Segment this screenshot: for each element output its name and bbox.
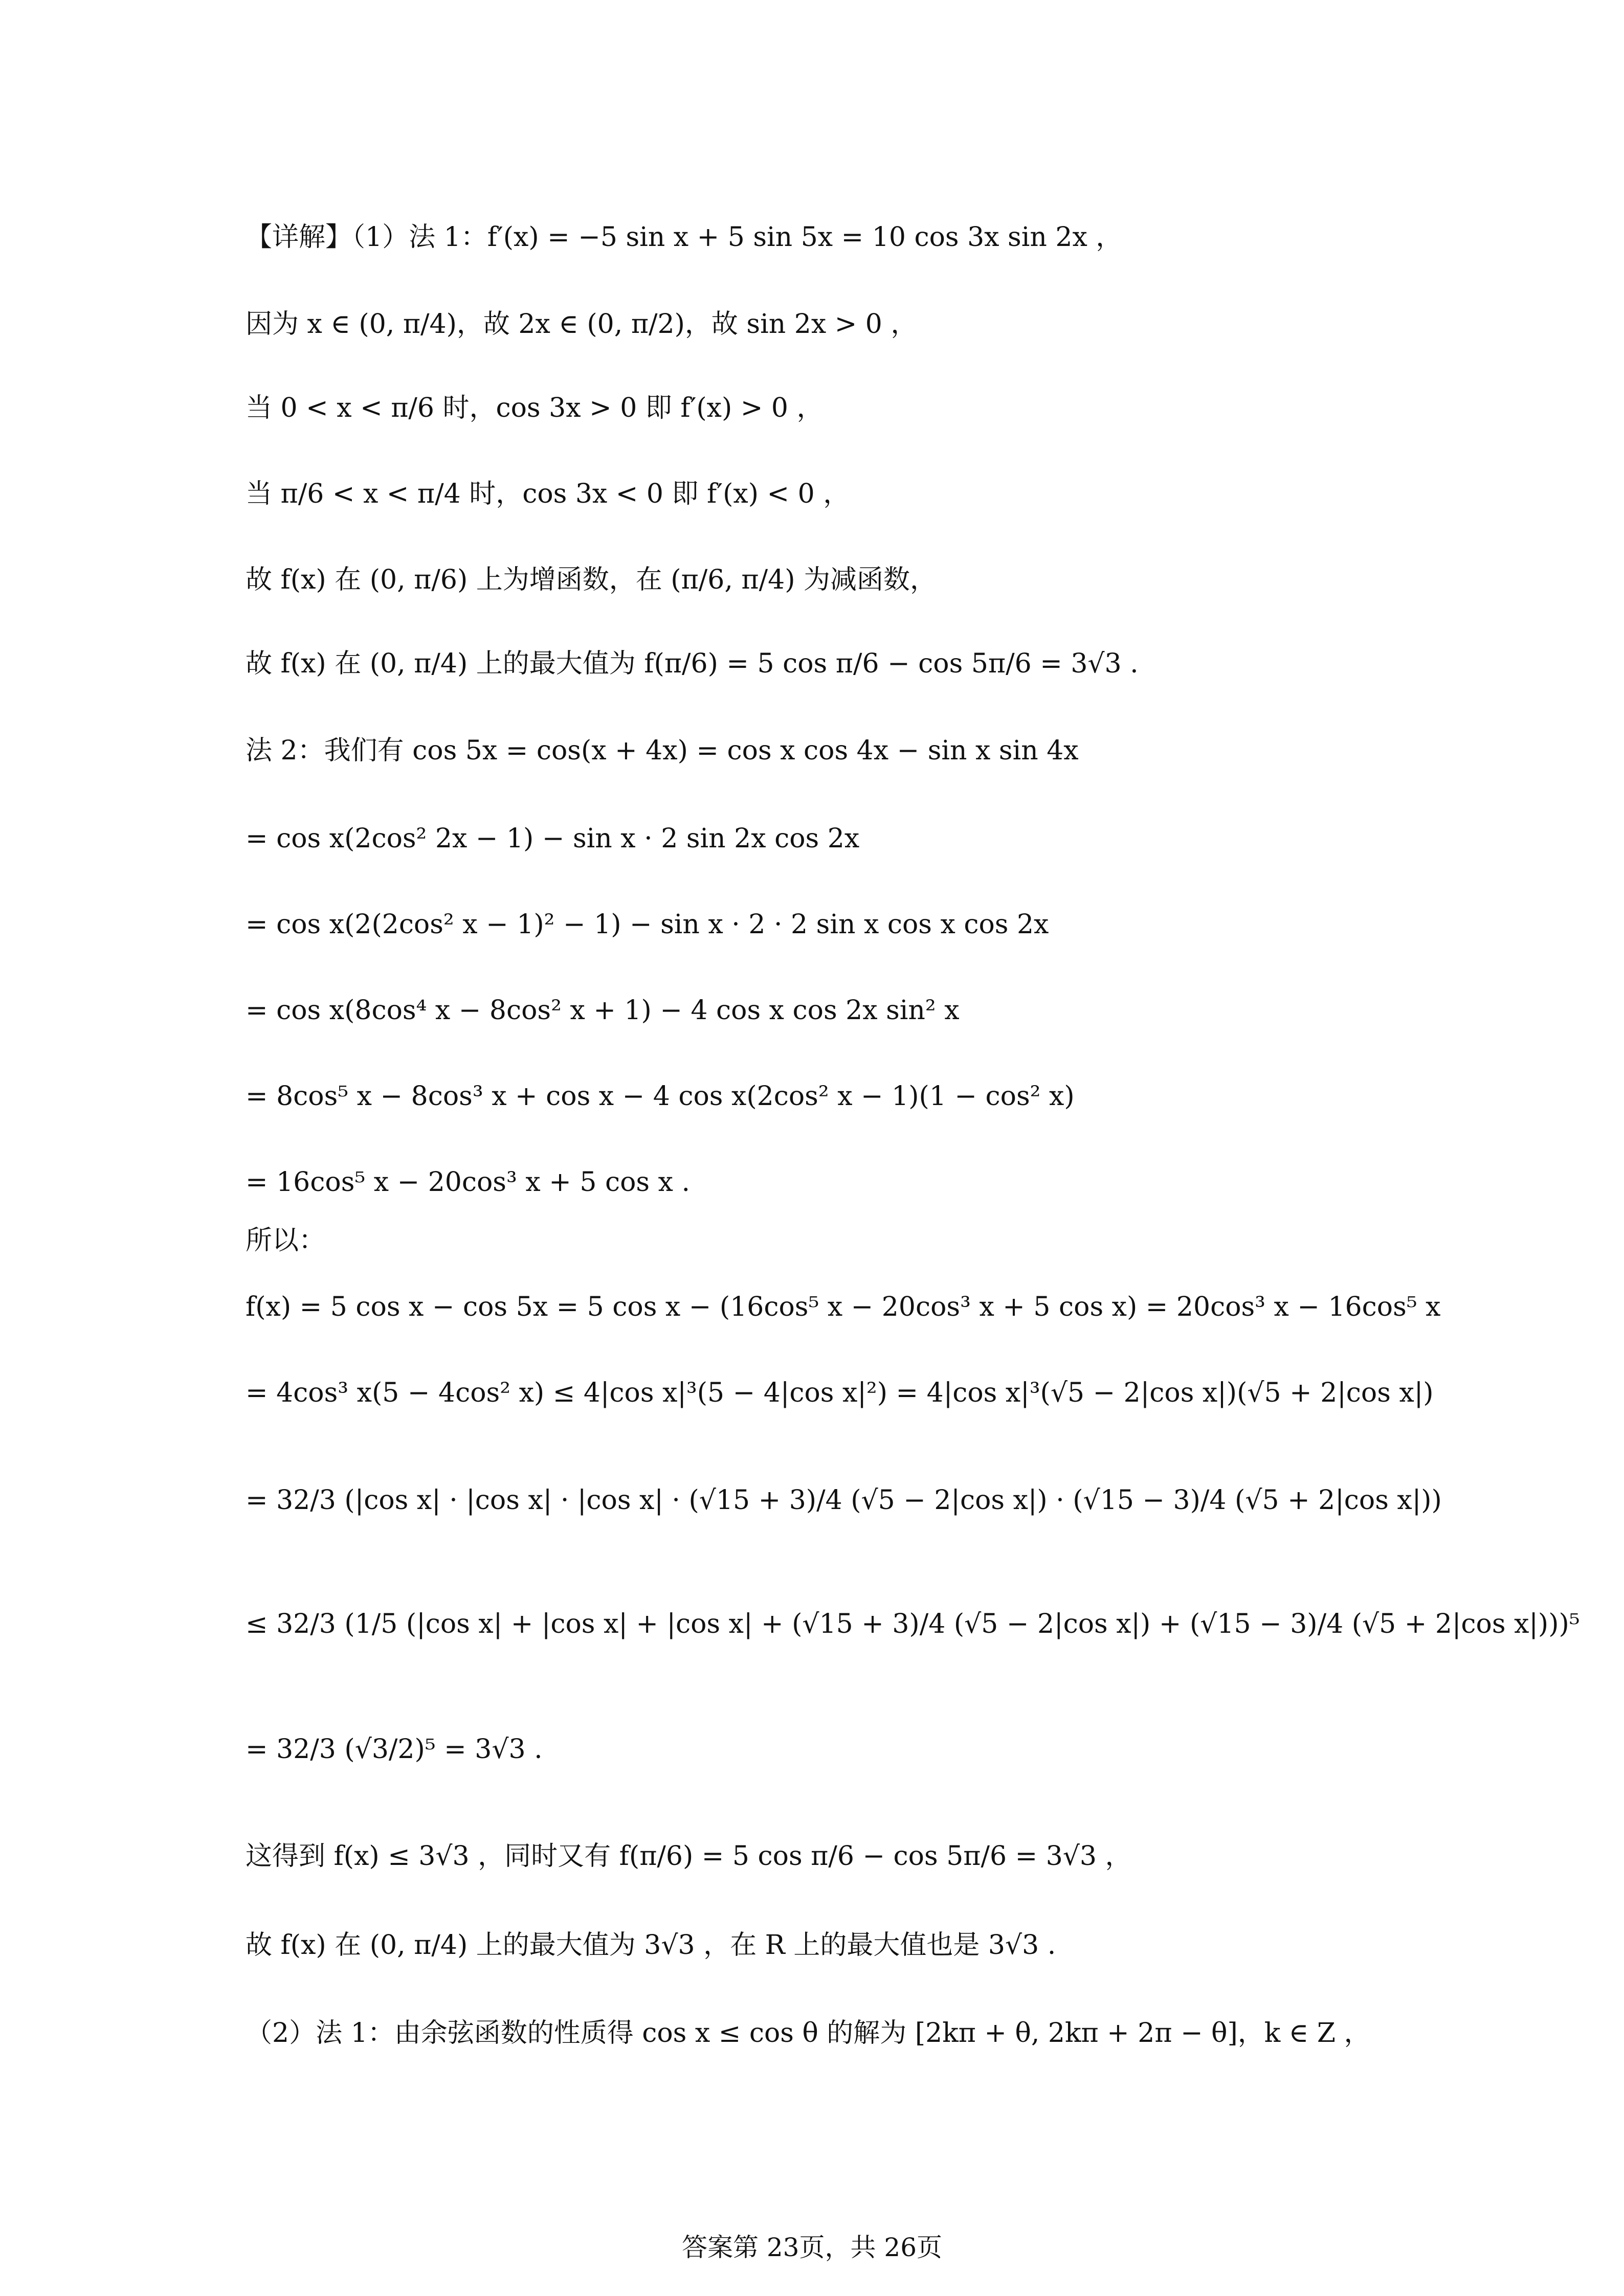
line-case-2: 当 π/6 < x < π/4 时，cos 3x < 0 即 f′(x) < 0 ，	[246, 479, 850, 509]
line-conclusion-1: 这得到 f(x) ≤ 3√3 ，同时又有 f(π/6) = 5 cos π/6 − cos 5π/6 = 3√3 ，	[246, 1841, 1132, 1872]
page-footer: 答案第 23页，共 26页	[681, 2233, 943, 2262]
line-domain: 因为 x ∈ (0, π/4)，故 2x ∈ (0, π/2)，故 sin 2x > 0 ，	[246, 309, 918, 340]
line-conclusion-2: 故 f(x) 在 (0, π/4) 上的最大值为 3√3 ，在 R 上的最大值也是 3√3 .	[246, 1930, 1056, 1961]
line-expand-5: = 16cos⁵ x − 20cos³ x + 5 cos x .	[246, 1167, 690, 1198]
line-expand-3: = cos x(8cos⁴ x − 8cos² x + 1) − 4 cos x cos 2x sin² x	[246, 995, 960, 1026]
line-case-1: 当 0 < x < π/6 时，cos 3x > 0 即 f′(x) > 0 ，	[246, 393, 824, 423]
line-part2-method1: （2）法 1：由余弦函数的性质得 cos x ≤ cos θ 的解为 [2kπ + θ, 2kπ + 2π − θ]，k ∈ Z ，	[246, 2018, 1371, 2049]
line-method2-start: 法 2：我们有 cos 5x = cos(x + 4x) = cos x cos 4x − sin x sin 4x	[246, 735, 1079, 766]
line-am-gm: ≤ 32/3 (1/5 (|cos x| + |cos x| + |cos x| + (√15 + 3)/4 (√5 − 2|cos x|) + (√15 − 3)/4 (√5 + 2|cos x|)))⁵	[246, 1609, 1580, 1639]
line-expand-2: = cos x(2(2cos² x − 1)² − 1) − sin x · 2 · 2 sin x cos x cos 2x	[246, 909, 1049, 940]
line-detail-method1: 【详解】（1）法 1：f′(x) = −5 sin x + 5 sin 5x = 10 cos 3x sin 2x ，	[246, 222, 1123, 253]
line-inequality-2: = 32/3 (|cos x| · |cos x| · |cos x| · (√15 + 3)/4 (√5 − 2|cos x|) · (√15 − 3)/4 (√5 + 2|cos x|))	[246, 1485, 1442, 1516]
line-max-value: 故 f(x) 在 (0, π/4) 上的最大值为 f(π/6) = 5 cos π/6 − cos 5π/6 = 3√3 .	[246, 648, 1139, 679]
line-monotonic: 故 f(x) 在 (0, π/6) 上为增函数，在 (π/6, π/4) 为减函数，	[246, 565, 937, 595]
line-expand-1: = cos x(2cos² 2x − 1) − sin x · 2 sin 2x cos 2x	[246, 823, 860, 854]
line-result: = 32/3 (√3/2)⁵ = 3√3 .	[246, 1734, 543, 1765]
line-inequality-1: = 4cos³ x(5 − 4cos² x) ≤ 4|cos x|³(5 − 4|cos x|²) = 4|cos x|³(√5 − 2|cos x|)(√5 + 2|cos x|)	[246, 1378, 1434, 1408]
line-expand-4: = 8cos⁵ x − 8cos³ x + cos x − 4 cos x(2cos² x − 1)(1 − cos² x)	[246, 1081, 1075, 1112]
line-f-expression: f(x) = 5 cos x − cos 5x = 5 cos x − (16cos⁵ x − 20cos³ x + 5 cos x) = 20cos³ x − 16cos⁵ x	[246, 1292, 1441, 1322]
line-therefore: 所以：	[246, 1225, 326, 1256]
